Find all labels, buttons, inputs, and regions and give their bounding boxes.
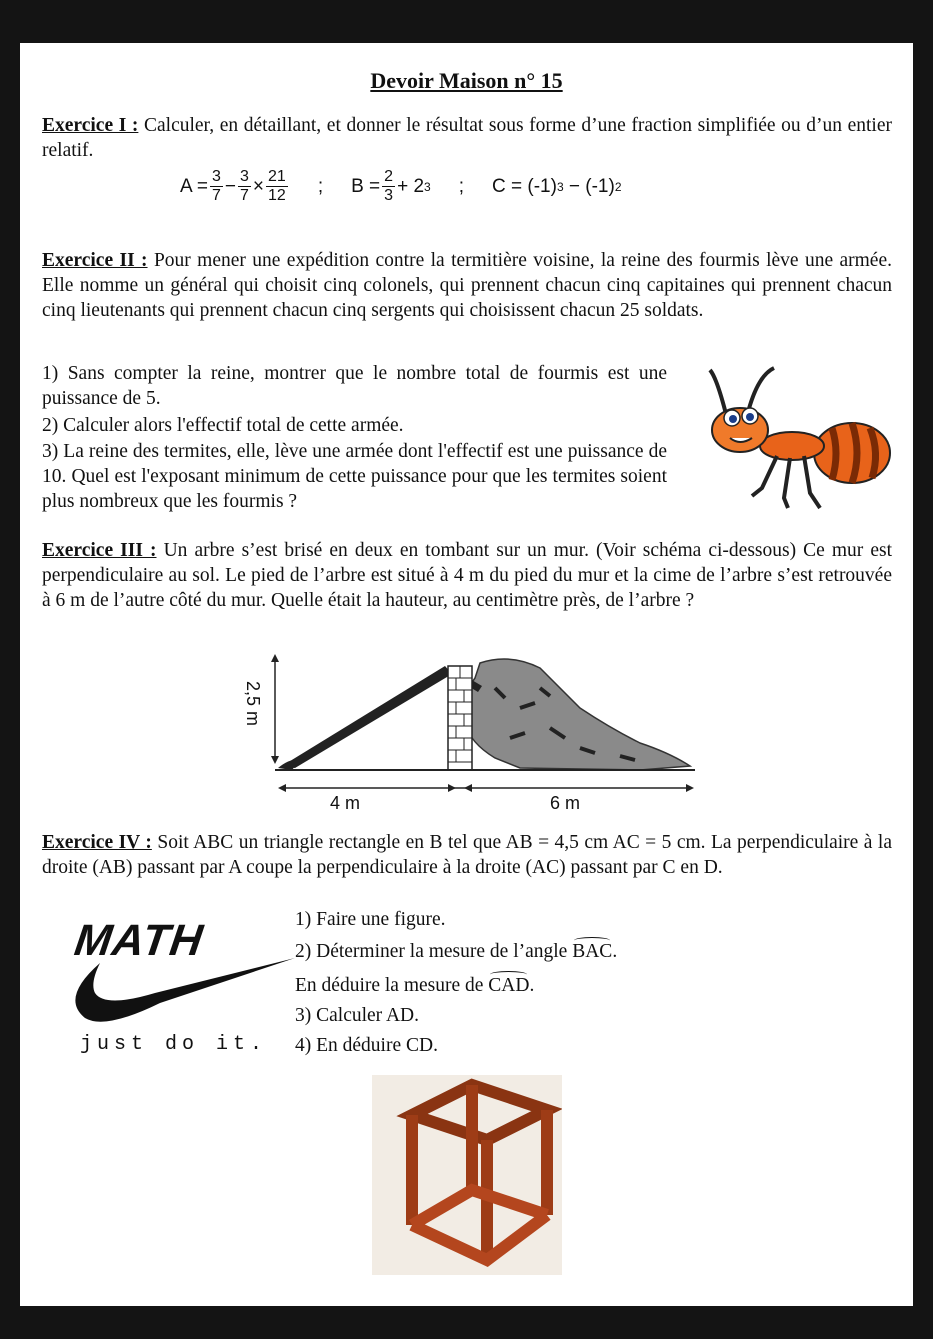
math-logo-word: MATH bbox=[71, 916, 207, 965]
expr-a-frac2: $\frac{3}{7}$ bbox=[240, 168, 249, 204]
exercise-4-q4: 4) En déduire CD. bbox=[295, 1035, 438, 1056]
exercise-1-text: Calculer, en détaillant, et donner le résultat sous forme d’une fraction simplifiée ou d’un entier relatif. bbox=[42, 115, 892, 161]
height-label: 2,5 m bbox=[243, 680, 264, 727]
expr-a-op1: − bbox=[224, 175, 237, 197]
expr-a-frac3: $\frac{21}{12}$ bbox=[268, 168, 286, 204]
exercise-1-expressions bbox=[180, 168, 622, 205]
expr-b-rest: + 2 bbox=[397, 175, 425, 197]
separator: ; bbox=[317, 175, 324, 197]
exercise-3-label: Exercice III : bbox=[42, 540, 157, 561]
impossible-cube-illustration bbox=[372, 1075, 562, 1275]
exercise-3-text: Un arbre s’est brisé en deux en tombant sur un mur. (Voir schéma ci-dessous) Ce mur est perpendiculaire au sol. Le pied de l’arbre est situé à 4 m du pied du mur et la cime de l’arbre s’est retrouvée à 6 m de l’autre côté du mur. Quelle était la hauteur, au centimètre près, de l’arbre ? bbox=[42, 540, 893, 611]
exercise-4-text: Soit ABC un triangle rectangle en B tel que AB = 4,5 cm AC = 5 cm. La perpendiculaire à la droite (AB) passant par A coupe la perpendiculaire à la droite (AC) passant par C en D. bbox=[42, 832, 892, 878]
exercise-4-q2b: En déduire la mesure de CAD. bbox=[295, 975, 535, 996]
expr-b-name: B = bbox=[351, 175, 381, 197]
expr-c-mid: − (-1) bbox=[563, 175, 615, 197]
exercise-1-label: Exercice I : bbox=[42, 115, 139, 136]
expr-c-exp1: 3 bbox=[556, 179, 564, 194]
exercise-2-statement bbox=[42, 248, 892, 323]
expr-a-name: A = bbox=[180, 175, 208, 197]
exercise-1-statement bbox=[42, 113, 892, 163]
exercise-2-label: Exercice II : bbox=[42, 250, 148, 271]
page-title: Devoir Maison n° 15 bbox=[370, 68, 563, 93]
angle-bac: BAC bbox=[572, 941, 613, 962]
expr-a-op2: × bbox=[252, 175, 265, 197]
exercise-4-q3: 3) Calculer AD. bbox=[295, 1005, 420, 1026]
exercise-4-statement bbox=[42, 830, 892, 880]
exercise-2-q1: 1) Sans compter la reine, montrer que le nombre total de fourmis est une puissance de 5. bbox=[42, 363, 667, 409]
ant-illustration bbox=[692, 358, 892, 528]
separator: ; bbox=[458, 175, 464, 197]
swoosh-icon bbox=[60, 958, 300, 1028]
exercise-2-q2: 2) Calculer alors l'effectif total de cette armée. bbox=[42, 415, 404, 436]
expr-b-exp: 3 bbox=[424, 179, 431, 194]
distance-4m-label: 4 m bbox=[330, 793, 361, 813]
worksheet-page bbox=[20, 43, 913, 1306]
expr-c-name: C = (-1) bbox=[492, 175, 557, 197]
exercise-2-text: Pour mener une expédition contre la termitière voisine, la reine des fourmis lève une armée. Elle nomme un général qui choisit cinq colonels, qui prennent chacun cinq capitaines qui prennent chacun cinq lieutenants qui prennent chacun cinq sergents qui choisissent chacun 25 soldats. bbox=[42, 250, 892, 321]
exercise-4-q1: 1) Faire une figure. bbox=[295, 909, 446, 930]
distance-6m-label: 6 m bbox=[550, 793, 581, 813]
exercise-4-q2: 2) Déterminer la mesure de l’angle BAC. bbox=[295, 941, 618, 962]
exercise-4-label: Exercice IV : bbox=[42, 832, 152, 853]
exercise-2-q3: 3) La reine des termites, elle, lève une armée dont l'effectif est une puissance de 10. Quel est l'exposant minimum de cette puissance pour que les termites soient plus nombreux que les fourmis ? bbox=[42, 441, 667, 512]
exercise-3-statement bbox=[42, 538, 892, 613]
expr-b-frac: $\frac{2}{3}$ bbox=[384, 168, 394, 204]
angle-cad: CAD bbox=[488, 975, 530, 996]
expr-a-frac1: $\frac{3}{7}$ bbox=[212, 168, 221, 204]
math-logo-slogan: just do it. bbox=[80, 1033, 268, 1056]
expr-c-exp2: 2 bbox=[614, 179, 622, 194]
tree-wall-diagram bbox=[220, 648, 700, 818]
